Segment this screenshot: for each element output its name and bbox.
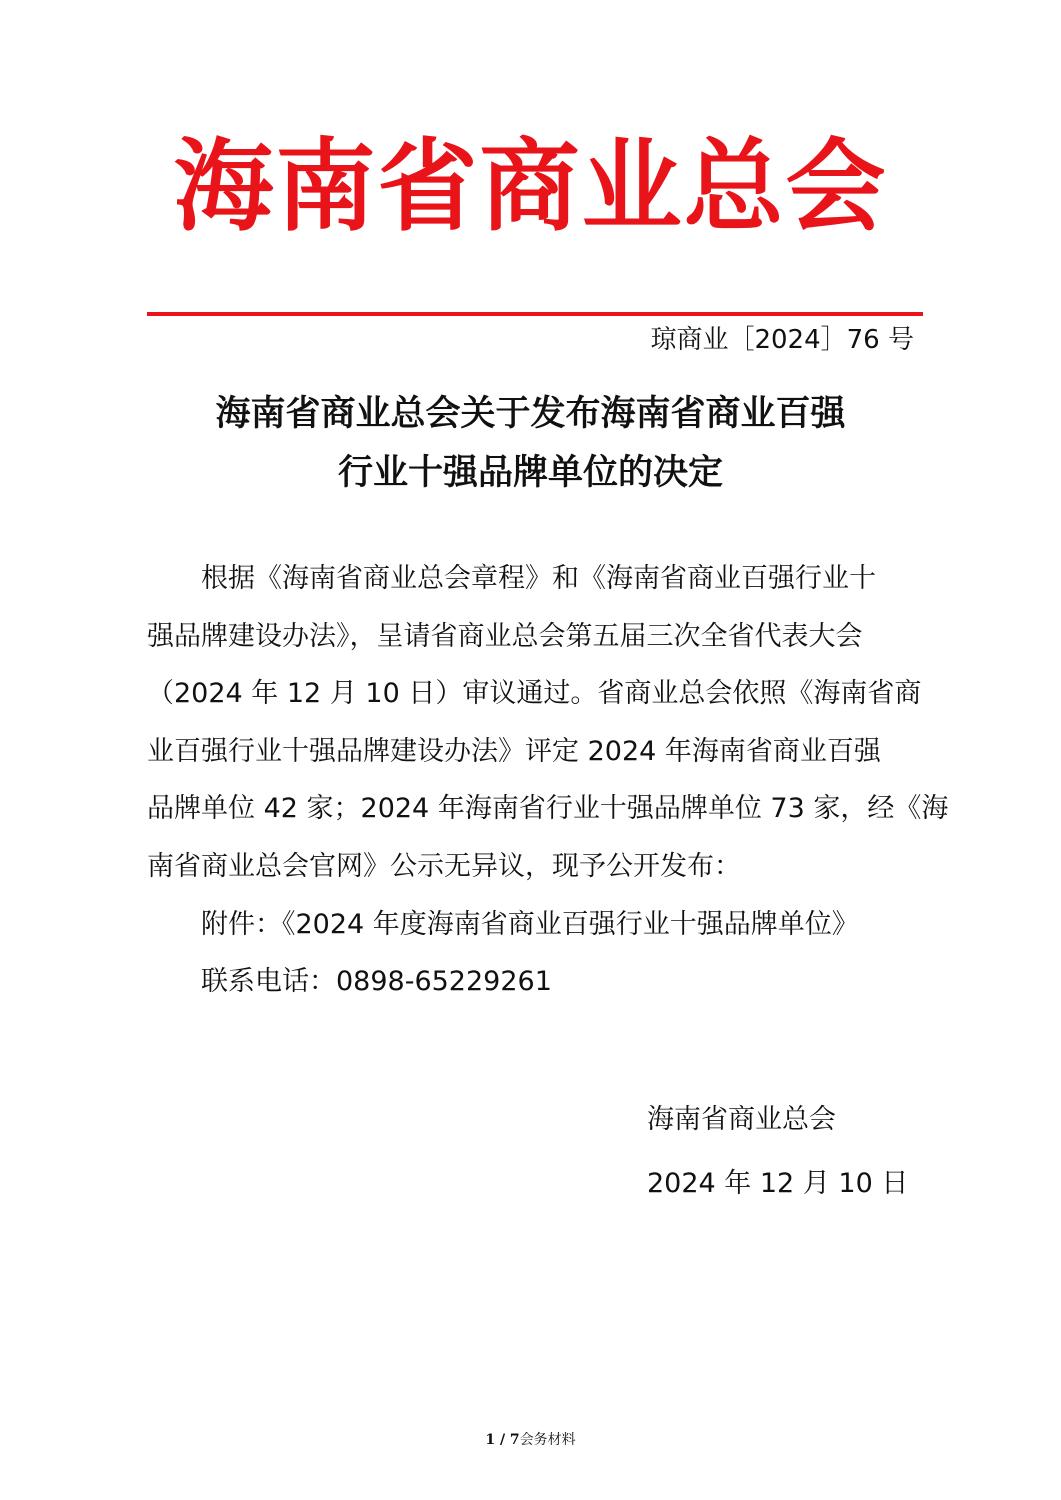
body-line: 根据《海南省商业总会章程》和《海南省商业百强行业十 xyxy=(201,563,876,594)
body-line: 业百强行业十强品牌建设办法》评定 2024 年海南省商业百强 xyxy=(147,735,881,767)
title-line-1: 海南省商业总会关于发布海南省商业百强 xyxy=(215,393,846,434)
signature-date: 2024 年 12 月 10 日 xyxy=(647,1168,909,1199)
document-number: 琼商业［2024］76 号 xyxy=(650,325,914,355)
footer-label: 会务材料 xyxy=(519,1432,576,1448)
body-line: 强品牌建设办法》，呈请省商业总会第五届三次全省代表大会 xyxy=(147,620,863,652)
document-body xyxy=(147,550,949,1011)
letterhead-title: 海南省商业总会 xyxy=(173,128,888,245)
body-line: 南省商业总会官网》公示无异议，现予公开发布： xyxy=(147,850,741,882)
body-line: 品牌单位 42 家；2024 年海南省行业十强品牌单位 73 家，经《海 xyxy=(147,793,949,825)
document-title xyxy=(120,384,941,502)
contact-line: 联系电话：0898-65229261 xyxy=(201,966,552,998)
letterhead-red-rule xyxy=(147,312,923,316)
title-line-2: 行业十强品牌单位的决定 xyxy=(337,452,723,493)
page-number: 1 / 7 xyxy=(485,1432,520,1448)
page-footer xyxy=(0,1430,1061,1450)
attachment-line: 附件：《2024 年度海南省商业百强行业十强品牌单位》 xyxy=(201,908,859,940)
signature-org: 海南省商业总会 xyxy=(647,1104,836,1135)
body-line: （2024 年 12 月 10 日）审议通过。省商业总会依照《海南省商 xyxy=(147,678,922,710)
